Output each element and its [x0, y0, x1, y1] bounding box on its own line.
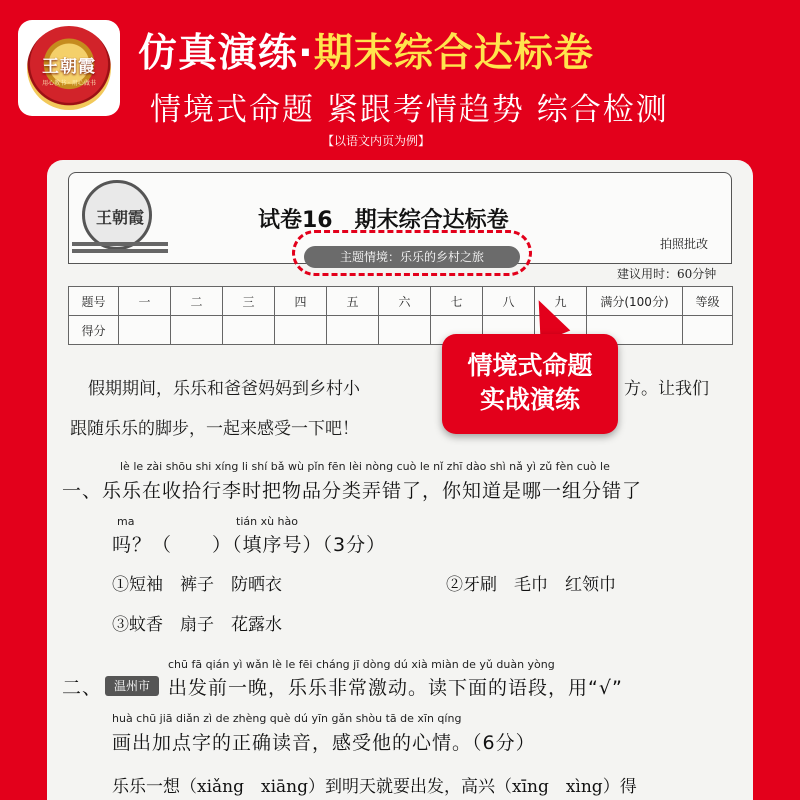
- q1-pinyin-2b: tián xù hào: [236, 515, 298, 528]
- callout-line-1: 情境式命题: [467, 351, 593, 380]
- table-cell: 九: [535, 287, 587, 316]
- exam-title: 试卷16 期末综合达标卷: [258, 208, 509, 233]
- subtitle: 情境式命题 紧跟考情趋势 综合检测: [150, 92, 669, 128]
- logo-text: 王朝霞: [42, 57, 96, 77]
- intro-line-1-right: 方。让我们: [624, 379, 709, 399]
- logo-stripe: [72, 242, 168, 246]
- table-cell: 等级: [683, 287, 733, 316]
- q2-text-1: 出发前一晚，乐乐非常激动。读下面的语段，用“√”: [168, 677, 623, 699]
- brand-logo: [18, 20, 120, 116]
- q2-text-3: 乐乐一想（xiǎng xiāng）到明天就要出发，高兴（xīng xìng）得: [112, 777, 637, 797]
- score-table: [68, 286, 733, 345]
- callout-line-2: 实战演练: [479, 385, 580, 414]
- score-cell: [275, 316, 327, 345]
- logo-stripe: [72, 249, 168, 253]
- paper-logo-text: 王朝霞: [95, 208, 144, 227]
- table-cell: 四: [275, 287, 327, 316]
- intro-line-2: 跟随乐乐的脚步，一起来感受一下吧！: [70, 419, 359, 439]
- table-cell: 一: [119, 287, 171, 316]
- region-badge: 温州市: [105, 676, 159, 696]
- intro-line-1-left: 假期期间，乐乐和爸爸妈妈到乡村小: [88, 379, 360, 399]
- table-cell: 题号: [69, 287, 119, 316]
- q2-text-2: 画出加点字的正确读音，感受他的心情。（6分）: [112, 732, 536, 754]
- q2-pinyin-2: huà chū jiā diǎn zì de zhèng què dú yīn gǎn shòu tā de xīn qíng: [112, 712, 462, 725]
- table-cell: 五: [327, 287, 379, 316]
- score-cell: [223, 316, 275, 345]
- q1-option-1: ①短袖 裤子 防晒衣: [112, 575, 282, 595]
- table-cell: 六: [379, 287, 431, 316]
- table-row: [69, 287, 733, 316]
- q2-number: 二、: [62, 677, 103, 699]
- score-cell: [327, 316, 379, 345]
- table-cell: 三: [223, 287, 275, 316]
- example-note: 【以语文内页为例】: [322, 134, 431, 148]
- score-cell: [379, 316, 431, 345]
- score-cell: [171, 316, 223, 345]
- logo-subtext: 用心教书 · 用心做书: [42, 80, 96, 87]
- q2-pinyin-1: chū fā qián yì wǎn lè le fēi cháng jī dòng dú xià miàn de yǔ duàn yòng: [168, 658, 555, 671]
- table-cell: 二: [171, 287, 223, 316]
- main-title: [138, 22, 594, 78]
- table-row: [69, 316, 733, 345]
- feature-callout: [442, 334, 618, 434]
- score-cell: [119, 316, 171, 345]
- photo-grading-label: 拍照批改: [660, 237, 709, 251]
- table-cell: 满分(100分): [587, 287, 683, 316]
- q1-text-2: 吗？（ ）（填序号）（3分）: [112, 534, 387, 556]
- table-cell: 得分: [69, 316, 119, 345]
- q1-pinyin-1: lè le zài shōu shi xíng li shí bǎ wù pǐn fēn lèi nòng cuò le nǐ zhī dào shì nǎ yì zǔ fèn cuò le: [120, 460, 610, 473]
- table-cell: 七: [431, 287, 483, 316]
- suggested-time: 建议用时：60分钟: [617, 267, 717, 281]
- q1-text-1: 一、乐乐在收拾行李时把物品分类弄错了，你知道是哪一组分错了: [62, 480, 643, 502]
- scene-tag: 主题情境：乐乐的乡村之旅: [304, 246, 520, 268]
- q1-option-2: ②牙刷 毛巾 红领巾: [446, 575, 616, 595]
- score-cell: [683, 316, 733, 345]
- paper-logo: [72, 178, 168, 258]
- q1-option-3: ③蚊香 扇子 花露水: [112, 615, 282, 635]
- title-highlight: 期末综合达标卷: [313, 31, 594, 76]
- table-cell: 八: [483, 287, 535, 316]
- q1-pinyin-2a: ma: [117, 515, 135, 528]
- title-main: 仿真演练·: [138, 31, 314, 76]
